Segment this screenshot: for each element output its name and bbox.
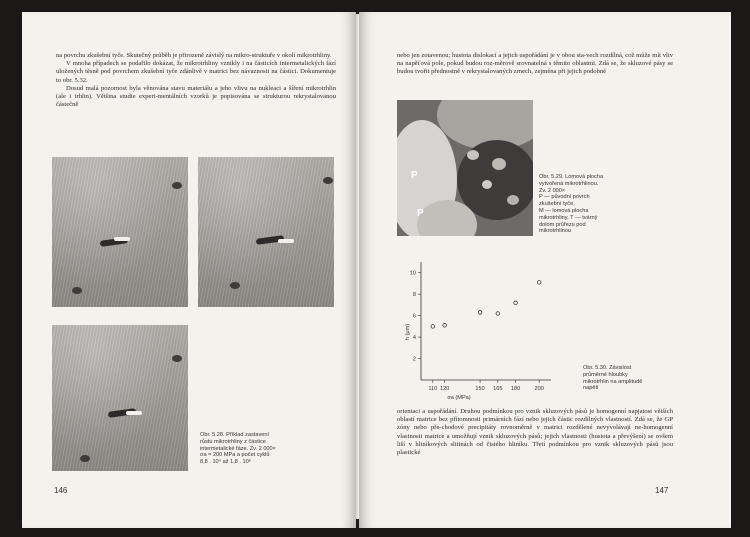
caption-line: Obr. 5.30. Závislost (583, 365, 632, 371)
photo-label-p: P (411, 170, 418, 181)
y-axis-label: h (μm) (405, 323, 411, 341)
x-axis-label: σa (MPa) (447, 395, 471, 401)
data-point (431, 325, 435, 329)
caption-line: 8,8 . 10⁴ až 1,8 . 10⁶ (200, 459, 252, 466)
right-page (359, 12, 731, 528)
x-tick-label: 110 (428, 386, 438, 392)
caption-line: růstu mikrotrhliny z částice (200, 438, 266, 445)
caption-line: průměrné hloubky (583, 371, 628, 378)
x-tick-label: 150 (475, 386, 485, 392)
y-tick-label: 4 (412, 335, 416, 342)
caption-line: Obr. 5.28. Příklad zastavení (200, 432, 270, 438)
x-tick-label: 180 (510, 386, 521, 392)
y-tick-label: 10 (409, 270, 416, 277)
page-number: 146 (54, 486, 68, 495)
y-tick-label: 2 (412, 356, 416, 363)
page-number: 147 (655, 486, 669, 495)
micrograph-photo-3 (52, 325, 188, 471)
micrograph-photo-1 (52, 157, 188, 307)
caption-line: Zv. 2 000× (539, 187, 566, 194)
left-paragraph: Dosud malá pozornost byla věnována stavu materiálu a jeho vlivu na nukleaci a šíření mikrotrhlin (ale i trhlin). Většina studie experi-mentálních vzorků je popisována se strukturou rekrystalovanou částečně (56, 84, 336, 109)
y-tick-label: 8 (412, 292, 416, 299)
caption-line: P — původní povrch (539, 194, 590, 201)
caption-line: σa = 200 MPa a počet cyklů (200, 452, 270, 459)
x-tick-label: 200 (534, 386, 544, 392)
right-paragraph-bottom: orientaci a uspořádání. Druhou podmínkou pro vznik skluzových pásů je homogenní napjatost větších oblastí matrice bez přítomnosti primárních fází nebo jejich částic rozdílných vlastností. Zdá se, že GP zóny nebo pře-chodové precipitáty rovnoměrně v matrici rozdělené nevyvolávají ne-homogenní vlastnosti matrice a umožňují vznik skluzových pásů; jejich vlastnosti (hustota a převýšení) se ovšem liší v hliníkových slitinách od čistého hliníku. Třetí podmínkou pro vznik skluzových pásů jsou plastické (397, 408, 673, 457)
x-tick-label: 120 (439, 386, 450, 392)
caption-line: mikrotrhliny, T — tvárný (539, 214, 598, 221)
data-point (537, 281, 541, 285)
data-point (514, 301, 518, 305)
left-page (22, 12, 356, 528)
chart-points (431, 281, 541, 329)
y-tick-label: 6 (412, 313, 416, 320)
caption-line: napětí (583, 385, 599, 392)
caption-line: mikrotrhlinou (539, 228, 572, 235)
caption-line: Obr. 5.29. Lomová plocha (539, 174, 604, 180)
micrograph-photo-2 (198, 157, 334, 307)
caption-line: intermetalické fáze. Zv. 2 000× (200, 445, 276, 452)
depth-vs-stress-chart (399, 252, 579, 402)
caption-line: dolom průřezu pod (539, 221, 586, 228)
data-point (478, 311, 482, 315)
x-tick-label: 165 (493, 386, 503, 392)
figure-caption-5-29 (539, 174, 669, 235)
right-paragraph-top: nebo jen zotavenou; hustota dislokací a jejich uspořádání je v obou sta-vech rozdílná, což může mít vliv na napěťová pole, pokud budou roz-měrově srovnatelná s těmito oblastmi. Zdá se, že skluzové pásy se budou tvořit přednostně v rekrystalovaných zrnech, zejména při jejich podobné (397, 52, 673, 76)
photo-label-p: P (417, 208, 424, 219)
left-page-text (56, 52, 336, 109)
caption-line: vytvořená mikrotrhlinou. (539, 180, 599, 187)
figure-caption-5-28 (200, 432, 340, 466)
left-paragraph: V mnoha případech se podařilo dokázat, že mikrotrhliny vznikly i na částicích intermetalických fází uložených těsně pod povrchem zkušební tyče zdánlivě v matrici bez návaznosti na částici. Dokumentuje to obr. 5.32. (56, 60, 336, 84)
figure-caption-5-30 (583, 365, 683, 392)
data-point (496, 312, 500, 316)
caption-line: zkušební tyče, (539, 201, 575, 208)
data-point (443, 323, 447, 327)
left-paragraph: na povrchu zkušební tyče. Skutečný průběh je přirozeně závislý na mikro-struktuře v okolí mikrotrhliny. (56, 52, 332, 59)
caption-line: M — lomová plocha (539, 207, 589, 214)
fracture-surface-photo (397, 100, 533, 236)
caption-line: mikrotrhlin na amplitudě (583, 378, 643, 385)
